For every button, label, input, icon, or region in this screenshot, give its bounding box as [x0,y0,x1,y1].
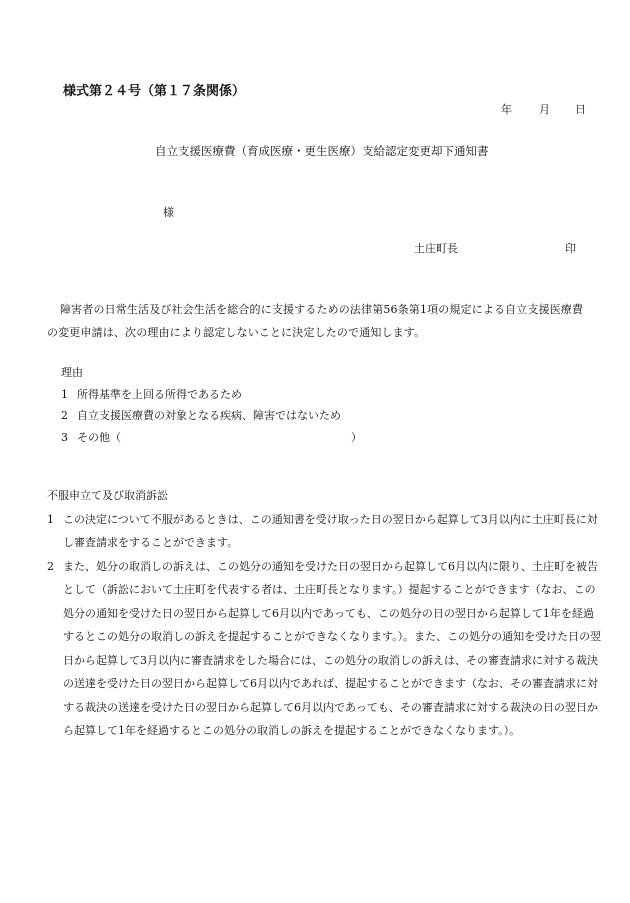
appeal-text: この決定について不服があるときは、この通知書を受け取った日の翌日から起算して3月以内に土庄町長に対し審査請求をすることができます。 [63,512,598,549]
seal-mark: 印 [565,242,576,255]
reason-item [61,405,362,427]
form-number: 様式第２４号（第１７条関係） [63,84,246,99]
reason-item [61,427,362,449]
notice-body: 障害者の日常生活及び社会生活を総合的に支援するための法律第56条第1項の規定による自立支援医療費の変更申請は、次の理由により認定しないことに決定したので通知します。 [47,303,584,339]
appeal-section [47,484,603,743]
document-title: 自立支援医療費（育成医療・更生医療）支給認定変更却下通知書 [155,144,489,158]
reason-other-open: その他（ [77,430,121,444]
date-line [501,101,586,117]
reason-number: 2 [61,409,68,422]
date-day: 日 [575,103,586,116]
reason-item [61,384,362,406]
appeal-number: 1 [47,512,54,526]
reason-other-blank [121,427,351,449]
appeal-number: 2 [47,559,54,573]
reason-number: 3 [61,430,68,444]
reasons-section [61,362,362,448]
reasons-heading: 理由 [61,366,83,379]
date-month: 月 [539,103,550,116]
appeal-text: また、処分の取消しの訴えは、この処分の通知を受けた日の翌日から起算して6月以内に限り、土庄町を被告として（訴訟において土庄町を代表する者は、土庄町長となります。）提起することができます（なお、この処分の通知を受けた日の翌日から起算して6月以内であっても、この処分の日の翌日から起算して1年を経過するとこの処分の取消しの訴えを提起することができなくなります。）。また、この処分の通知を受けた日の翌日から起算して3月以内に審査請求をした場合には、この処分の取消しの訴えは、その審査請求に対する裁決の送達を受けた日の翌日から起算して6月以内であれば、提起することができます（なお、その審査請求に対する裁決の送達を受けた日の翌日から起算して6月以内であっても、その審査請求に対する裁決の日の翌日から起算して1年を経過するとこの処分の取消しの訴えを提起することができなくなります。）。 [63,559,602,737]
appeal-item [47,555,603,743]
date-year: 年 [501,103,512,116]
reason-text: 自立支援医療費の対象となる疾病、障害ではないため [77,409,341,422]
appeal-item [47,508,603,555]
reason-text: 所得基準を上回る所得であるため [77,387,242,401]
reason-other-close: ） [351,430,362,444]
addressee-suffix: 様 [163,206,174,219]
appeal-heading: 不服申立て及び取消訴訟 [47,489,168,502]
sender-block [414,240,576,256]
reason-number: 1 [61,387,68,401]
sender-name: 土庄町長 [414,242,458,255]
